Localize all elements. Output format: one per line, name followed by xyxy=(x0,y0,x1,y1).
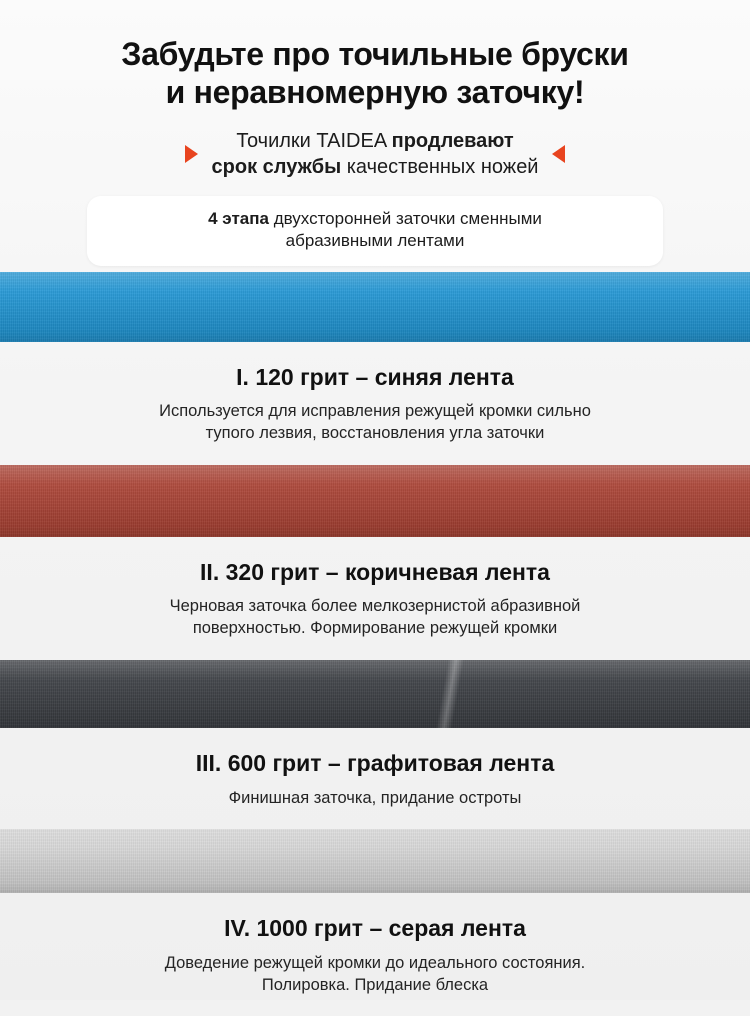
stages-summary-text: двухсторонней заточки сменными xyxy=(268,208,542,228)
stage-2-title: II. 320 грит – коричневая лента xyxy=(200,558,550,585)
stages-summary-card xyxy=(87,196,663,266)
stage-3-description xyxy=(65,788,685,810)
stage-2-description-line1: Черновая заточка более мелкозернистой абразивной xyxy=(169,597,581,616)
stage-2-description xyxy=(65,596,685,640)
headline-line-2: и неравномерную заточку! xyxy=(165,73,585,110)
subheadline-bold-1: продлевают xyxy=(391,129,514,152)
stage-1-description-line1: Используется для исправления режущей кромки сильно xyxy=(159,402,591,421)
stage-4-block xyxy=(0,893,750,1016)
subheadline-part-1: Точилки TAIDEA xyxy=(236,129,392,152)
stage-3-block xyxy=(0,728,750,829)
stages-count: 4 этапа xyxy=(208,208,269,228)
stage-1-description xyxy=(65,401,685,445)
stage-2-block xyxy=(0,537,750,660)
band-highlight-streak xyxy=(390,660,510,728)
stage-3-description-line1: Финишная заточка, придание остроты xyxy=(228,788,522,807)
stages-summary-text-line2: абразивными лентами xyxy=(285,230,465,250)
subheadline-bold-2: срок службы xyxy=(211,155,342,178)
band-sheen xyxy=(0,660,750,728)
triangle-right-icon xyxy=(185,145,198,163)
subheadline-part-3: качественных ножей xyxy=(341,155,539,178)
stage-4-description-line1: Доведение режущей кромки до идеального состояния. xyxy=(164,953,586,972)
band-sheen xyxy=(0,272,750,342)
subheadline-row xyxy=(28,128,722,180)
graphite-belt-band xyxy=(0,660,750,728)
band-sheen xyxy=(0,829,750,893)
stage-1-block xyxy=(0,342,750,465)
stage-4-description xyxy=(65,953,685,997)
page-title xyxy=(28,36,722,112)
stage-1-description-line2: тупого лезвия, восстановления угла заточки xyxy=(205,424,545,443)
stage-1-title: I. 120 грит – синяя лента xyxy=(236,363,514,390)
stage-4-title: IV. 1000 грит – серая лента xyxy=(224,915,526,942)
gray-belt-band xyxy=(0,829,750,893)
brown-belt-band xyxy=(0,465,750,537)
blue-belt-band xyxy=(0,272,750,342)
triangle-left-icon xyxy=(552,145,565,163)
header xyxy=(0,0,750,266)
headline-line-1: Забудьте про точильные бруски xyxy=(121,36,629,72)
band-sheen xyxy=(0,465,750,537)
stage-2-description-line2: поверхностью. Формирование режущей кромки xyxy=(192,619,558,638)
stage-3-title: III. 600 грит – графитовая лента xyxy=(195,749,555,776)
stage-4-description-line2: Полировка. Придание блеска xyxy=(261,975,489,994)
subheadline xyxy=(212,128,539,180)
